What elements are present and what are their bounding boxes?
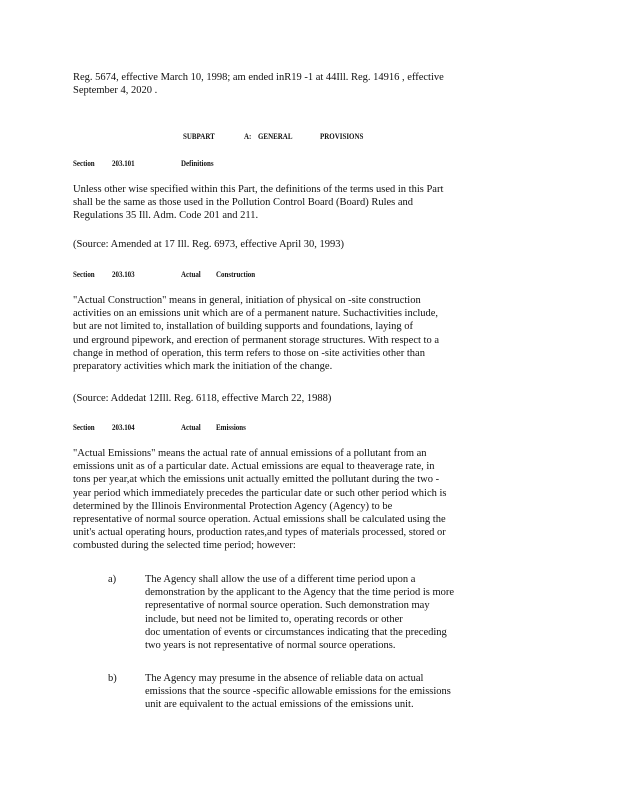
section-number: 203.101	[112, 158, 135, 168]
section-label: Section	[73, 269, 95, 279]
body-line: und erground pipework, and erection of permanent storage structures. With respect to a	[73, 334, 439, 346]
section-title-word: Actual	[181, 422, 201, 432]
section-source-note	[73, 392, 503, 405]
body-line: Regulations 35 Ill. Adm. Code 201 and 211.	[73, 210, 259, 222]
history-line: Reg. 5674, effective March 10, 1998; am ended inR19 -1 at 44Ill. Reg. 14916 , effective	[73, 72, 444, 83]
body-line: shall be the same as those used in the Pollution Control Board (Board) Rules and	[73, 197, 414, 209]
body-line: preparatory activities which mark the initiation of the change.	[73, 361, 333, 373]
item-label: a)	[108, 574, 117, 585]
body-line: unit's actual operating hours, production rates,and types of materials processed, stored or	[73, 527, 446, 539]
body-line: Unless other wise specified within this Part, the definitions of the terms used in this Part	[73, 184, 444, 195]
item-line: demonstration by the applicant to the Agency that the time period is more	[145, 587, 455, 599]
item-text	[145, 573, 505, 652]
item-line: The Agency may presume in the absence of reliable data on actual	[145, 673, 424, 684]
item-line: include, but need not be limited to, operating records or other	[145, 613, 403, 625]
section-source-note	[73, 238, 503, 251]
history-line: September 4, 2020 .	[73, 85, 158, 97]
section-title-word: Emissions	[216, 422, 246, 432]
source-line: (Source: Amended at 17 Ill. Reg. 6973, effective April 30, 1993)	[73, 239, 344, 250]
body-line: change in method of operation, this term refers to those on -site activities other than	[73, 347, 425, 359]
subpart-word: SUBPART	[183, 131, 215, 141]
subpart-letter: A:	[244, 131, 252, 141]
item-line: The Agency shall allow the use of a different time period upon a	[145, 574, 416, 585]
subpart-provisions: PROVISIONS	[320, 131, 364, 141]
source-line: (Source: Addedat 12Ill. Reg. 6118, effective March 22, 1988)	[73, 393, 332, 404]
section-body	[73, 183, 503, 223]
item-line: representative of normal source operation. Such demonstration may	[145, 600, 430, 612]
history-note	[73, 71, 503, 97]
section-title-word: Actual	[181, 269, 201, 279]
item-label: b)	[108, 673, 117, 684]
section-body	[73, 294, 503, 373]
body-line: representative of normal source operation. Actual emissions shall be calculated using the	[73, 514, 446, 526]
body-line: determined by the Illinois Environmental Protection Agency (Agency) to be	[73, 500, 393, 512]
section-label: Section	[73, 158, 95, 168]
section-body	[73, 447, 503, 553]
item-line: unit are equivalent to the actual emissions of the emissions unit.	[145, 699, 414, 711]
item-line: doc umentation of events or circumstances indicating that the preceding	[145, 626, 447, 638]
item-line: emissions that the source -specific allowable emissions for the emissions	[145, 686, 451, 698]
body-line: "Actual Emissions" means the actual rate of annual emissions of a pollutant from an	[73, 448, 427, 459]
item-text	[145, 672, 505, 712]
body-line: emissions unit as of a particular date. Actual emissions are equal to theaverage rate, in	[73, 461, 435, 473]
section-label: Section	[73, 422, 95, 432]
body-line: year period which immediately precedes the particular date or such other period which is	[73, 487, 447, 499]
body-line: tons per year,at which the emissions unit actually emitted the pollutant during the two -	[73, 474, 440, 486]
section-number: 203.103	[112, 269, 135, 279]
body-line: combusted during the selected time period; however:	[73, 540, 296, 552]
body-line: "Actual Construction" means in general, initiation of physical on -site construction	[73, 295, 421, 306]
subpart-general: GENERAL	[258, 131, 293, 141]
section-number: 203.104	[112, 422, 135, 432]
body-line: activities on an emissions unit which are of a permanent nature. Suchactivities include,	[73, 308, 439, 320]
section-title-word: Construction	[216, 269, 256, 279]
body-line: but are not limited to, installation of building supports and foundations, laying of	[73, 321, 414, 333]
section-title: Definitions	[181, 158, 214, 168]
item-line: two years is not representative of normal source operations.	[145, 640, 396, 652]
